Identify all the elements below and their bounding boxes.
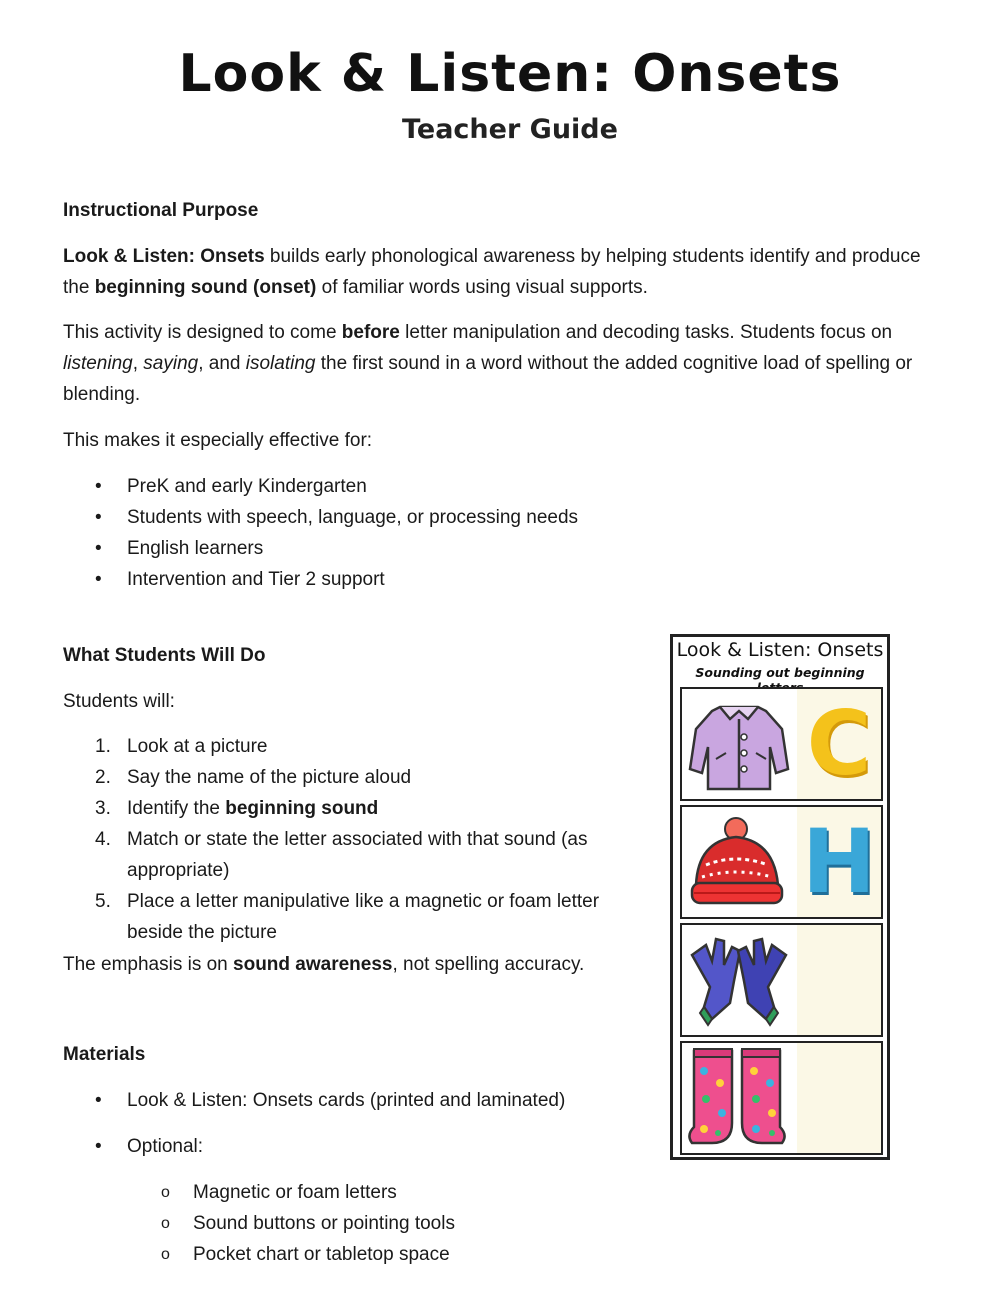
card-title: Look & Listen: Onsets	[676, 639, 884, 661]
card-row	[680, 1041, 883, 1155]
page-title: Look & Listen: Onsets	[178, 44, 842, 104]
text: letter manipulation and decoding tasks. Students focus on	[399, 322, 893, 343]
list-item: • Look & Listen: Onsets cards (printed and laminated)	[127, 1085, 565, 1116]
purpose-paragraph-1	[63, 241, 948, 303]
list-item: • Intervention and Tier 2 support	[127, 564, 578, 595]
list-item: 1. Look at a picture	[95, 736, 268, 757]
list-item: • Students with speech, language, or processing needs	[127, 502, 578, 533]
students-intro: Students will:	[63, 691, 175, 712]
italic-text: listening	[63, 353, 133, 374]
purpose-bullet-list	[127, 471, 578, 595]
sample-onset-card	[670, 634, 890, 1160]
foam-letter: C	[806, 692, 872, 795]
coat-icon	[682, 689, 795, 799]
bold-text: before	[341, 322, 400, 343]
list-item: 2. Say the name of the picture aloud	[95, 767, 412, 788]
text: This activity is designed to come	[63, 322, 342, 343]
section-heading-materials: Materials	[63, 1044, 146, 1065]
italic-text: saying	[143, 353, 199, 374]
text: the first sound in a word without the added cognitive load of spelling or blending.	[63, 353, 913, 405]
section-heading-students: What Students Will Do	[63, 645, 266, 666]
list-item: 4. Match or state the letter associated with that sound (as appropriate)	[95, 829, 588, 881]
card-row	[680, 687, 883, 801]
students-step-list	[95, 731, 637, 948]
list-item: 3. Identify the beginning sound	[95, 798, 379, 819]
list-item: • English learners	[127, 533, 578, 564]
purpose-paragraph-2	[63, 317, 948, 410]
text: of familiar words using visual supports.	[316, 277, 648, 298]
materials-optional-list	[193, 1177, 455, 1270]
purpose-paragraph-3: This makes it especially effective for:	[63, 430, 373, 451]
letter-slot	[797, 807, 881, 917]
list-item: 5. Place a letter manipulative like a magnetic or foam letter beside the picture	[95, 891, 600, 943]
materials-list	[127, 1085, 565, 1162]
list-item: • Optional:	[127, 1131, 565, 1162]
rain-boots-icon	[682, 1043, 795, 1153]
italic-text: isolating	[245, 353, 316, 374]
page-subtitle: Teacher Guide	[402, 114, 618, 145]
card-subtitle: Sounding out beginning	[695, 665, 865, 680]
letter-slot	[797, 925, 881, 1035]
list-item: o Magnetic or foam letters	[193, 1177, 455, 1208]
section-heading-purpose: Instructional Purpose	[63, 200, 259, 221]
winter-hat-icon	[682, 807, 795, 917]
students-emphasis: The emphasis is on sound awareness, not spelling accuracy.	[63, 954, 585, 975]
bold-text: beginning sound (onset)	[94, 277, 317, 298]
list-item: o Pocket chart or tabletop space	[193, 1239, 455, 1270]
text: ,	[132, 353, 144, 374]
card-row	[680, 923, 883, 1037]
list-item: • PreK and early Kindergarten	[127, 471, 578, 502]
text: builds early phonological awareness by helping students identify and produce the	[63, 246, 921, 298]
gloves-icon	[682, 925, 795, 1035]
bold-text: Look & Listen: Onsets	[63, 246, 265, 267]
card-row	[680, 805, 883, 919]
foam-letter: H	[802, 810, 876, 913]
letter-slot	[797, 689, 881, 799]
text: , and	[198, 353, 246, 374]
list-item: o Sound buttons or pointing tools	[193, 1208, 455, 1239]
letter-slot	[797, 1043, 881, 1153]
